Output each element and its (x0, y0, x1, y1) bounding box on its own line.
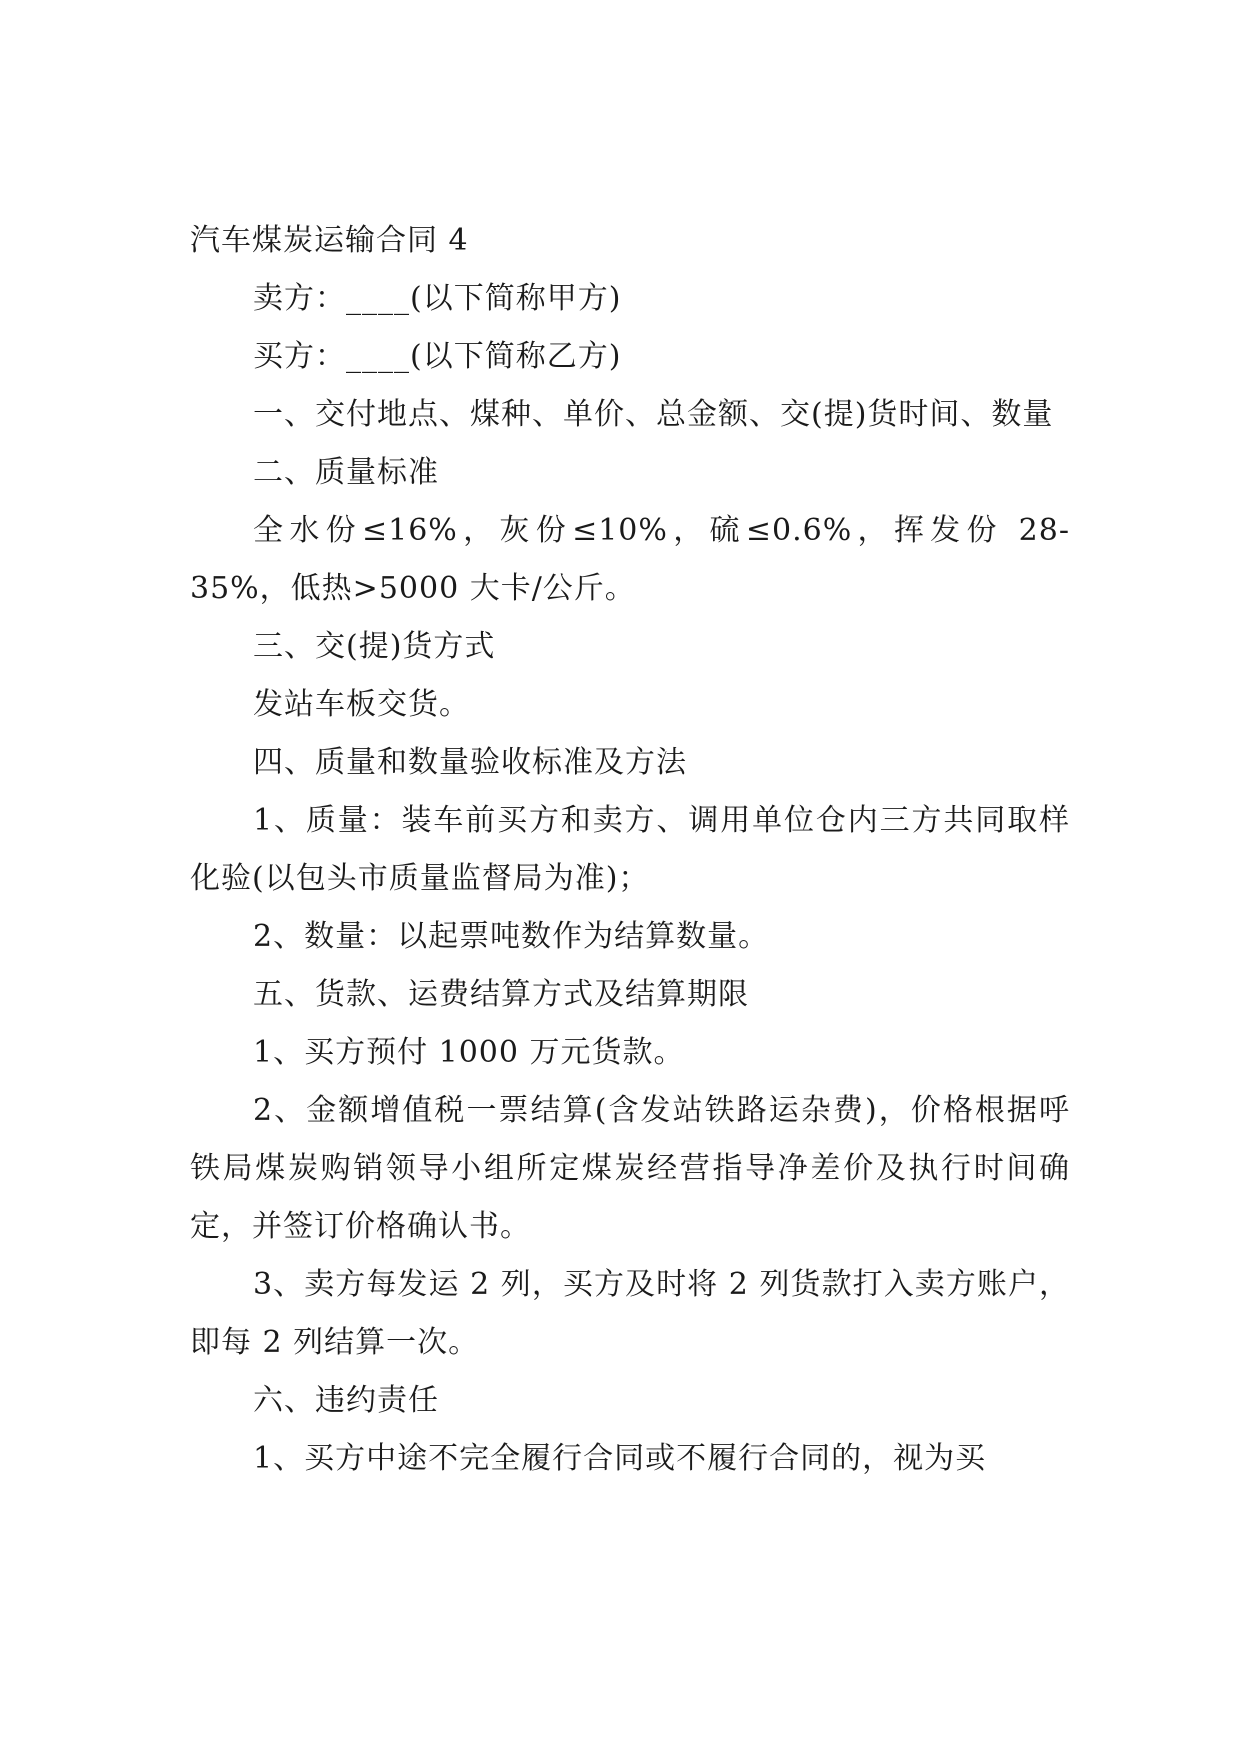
clause-5-1-paragraph: 1、买方预付 1000 万元货款。 (253, 1035, 685, 1070)
section-1-heading: 一、交付地点、煤种、单价、总金额、交(提)货时间、数量 (253, 397, 1054, 432)
section-6-heading: 六、违约责任 (253, 1383, 439, 1418)
clause-4-2-paragraph: 2、数量：以起票吨数作为结算数量。 (253, 919, 770, 954)
clause-5-3-paragraph: 3、卖方每发运 2 列，买方及时将 2 列货款打入卖方账户，即每 2 列结算一次。 (190, 1267, 1070, 1360)
section-5-heading: 五、货款、运费结算方式及结算期限 (253, 977, 749, 1012)
clause-6-1-paragraph: 1、买方中途不完全履行合同或不履行合同的，视为买 (253, 1441, 987, 1476)
section-4-heading: 四、质量和数量验收标准及方法 (253, 745, 687, 780)
clause-4-1-paragraph: 1、质量：装车前买方和卖方、调用单位仓内三方共同取样化验(以包头市质量监督局为准)； (190, 803, 1070, 896)
seller-line: 卖方：____(以下简称甲方) (253, 281, 622, 316)
section-3-heading: 三、交(提)货方式 (253, 629, 496, 664)
buyer-line: 买方：____(以下简称乙方) (253, 339, 622, 374)
delivery-method-paragraph: 发站车板交货。 (253, 687, 470, 722)
section-2-heading: 二、质量标准 (253, 455, 439, 490)
document-body (190, 212, 1070, 1488)
document-title: 汽车煤炭运输合同 4 (190, 223, 469, 258)
quality-spec-paragraph: 全水份≤16%，灰份≤10%，硫≤0.6%，挥发份 28-35%，低热>5000 大卡/公斤。 (190, 513, 1070, 606)
clause-5-2-paragraph: 2、金额增值税一票结算(含发站铁路运杂费)，价格根据呼铁局煤炭购销领导小组所定煤炭经营指导净差价及执行时间确定，并签订价格确认书。 (190, 1093, 1070, 1244)
